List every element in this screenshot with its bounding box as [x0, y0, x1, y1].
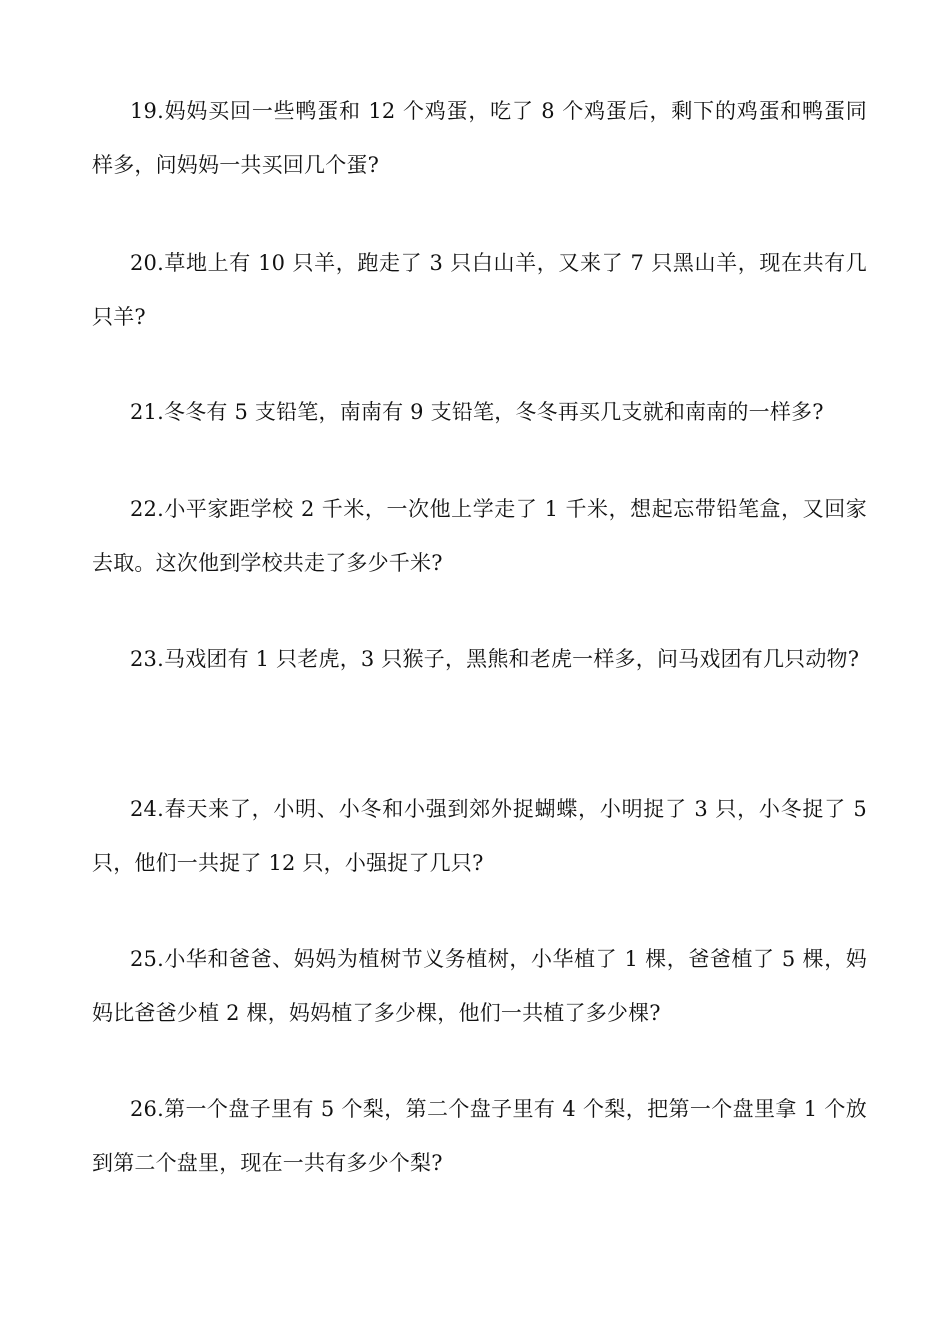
problem-24: 24.春天来了，小明、小冬和小强到郊外捉蝴蝶，小明捉了 3 只，小冬捉了 5 只，他们一共捉了 12 只，小强捉了几只? — [92, 797, 867, 875]
problem-20: 20.草地上有 10 只羊，跑走了 3 只白山羊，又来了 7 只黑山羊，现在共有几只羊? — [92, 251, 867, 329]
problem-23: 23.马戏团有 1 只老虎，3 只猴子，黑熊和老虎一样多，问马戏团有几只动物? — [130, 647, 860, 671]
problem-26: 26.第一个盘子里有 5 个梨，第二个盘子里有 4 个梨，把第一个盘里拿 1 个放到第二个盘里，现在一共有多少个梨? — [92, 1097, 867, 1175]
problem-21: 21.冬冬有 5 支铅笔，南南有 9 支铅笔，冬冬再买几支就和南南的一样多? — [130, 400, 824, 424]
problem-25: 25.小华和爸爸、妈妈为植树节义务植树，小华植了 1 棵，爸爸植了 5 棵，妈妈比爸爸少植 2 棵，妈妈植了多少棵，他们一共植了多少棵? — [92, 947, 867, 1025]
problem-22: 22.小平家距学校 2 千米，一次他上学走了 1 千米，想起忘带铅笔盒，又回家去取。这次他到学校共走了多少千米? — [92, 497, 867, 575]
problem-19: 19.妈妈买回一些鸭蛋和 12 个鸡蛋，吃了 8 个鸡蛋后，剩下的鸡蛋和鸭蛋同样多，问妈妈一共买回几个蛋? — [92, 99, 867, 177]
